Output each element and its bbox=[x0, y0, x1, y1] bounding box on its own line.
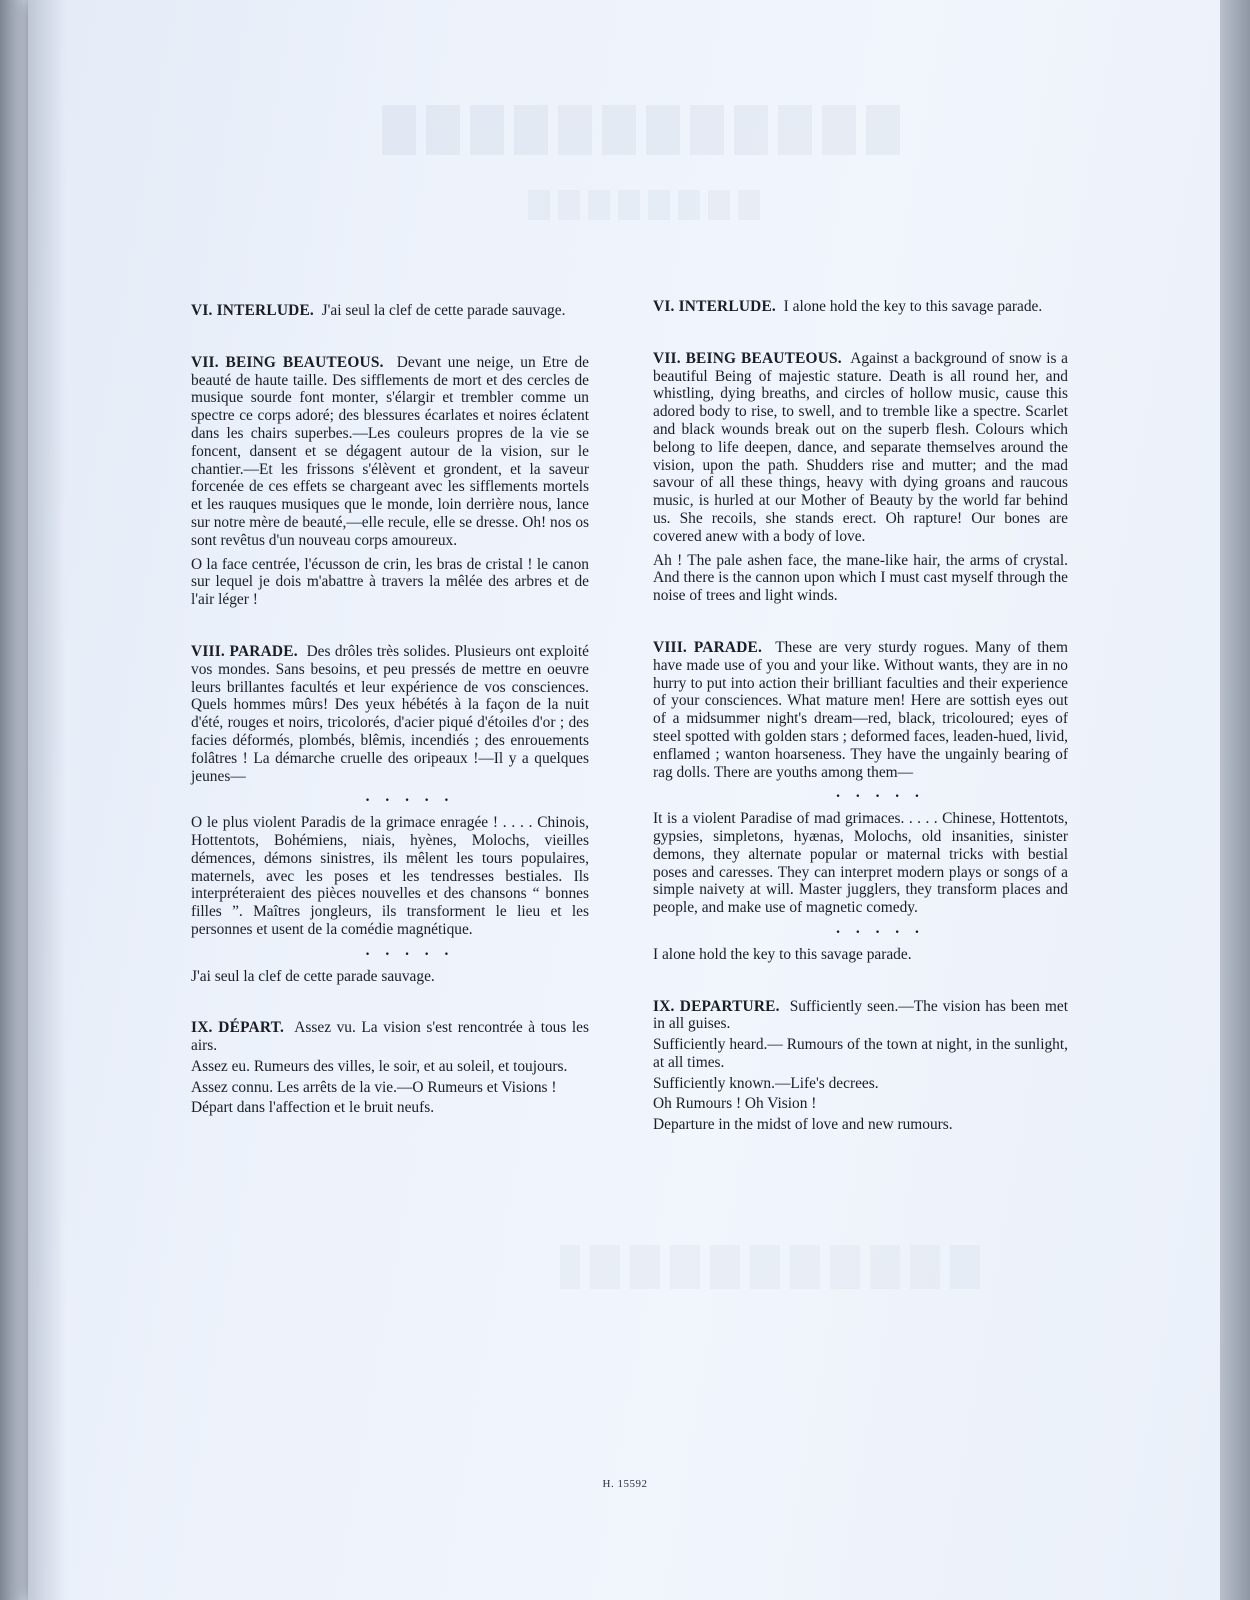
section-text: Assez vu. La vision s'est rencontrée à tous les airs. bbox=[191, 1019, 590, 1055]
ellipsis-separator: . . . . . bbox=[365, 941, 455, 959]
section-title: VI. INTERLUDE. bbox=[191, 302, 314, 319]
section-text-refrain: I alone hold the key to this savage parade. bbox=[653, 945, 912, 963]
section-depart-fr bbox=[191, 1019, 589, 1117]
bleed-through-heading-lower bbox=[560, 1245, 980, 1289]
section-text-continued: O la face centrée, l'écusson de crin, les bras de cristal ! le canon sur lequel je dois m'abattre à travers la mêlée des arbres et de l'air léger ! bbox=[191, 555, 589, 609]
section-title: VIII. PARADE. bbox=[653, 638, 763, 656]
bleed-through-subheading bbox=[520, 190, 760, 220]
bleed-through-heading bbox=[380, 105, 900, 155]
section-text: Devant une neige, un Etre de beauté de haute taille. Des sifflements de mort et des cercles de musique sourde font monter, s'élargir et trembler comme un spectre ce corps adoré; des blessures écarlates et noires éclatent dans les chairs superbes.—Les couleurs propres de la vie se foncent, dansent et se dégagent autour de la vision, sur le chantier.—Et les frissons s'élèvent et grondent, et la saveur forcenée de ces effets se chargeant avec les sifflements mortels et les rauques musiques que le monde, loin derrière nous, lance sur notre mère de beauté,—elle recule, elle se dresse. Oh! nos os sont revêtus d'un nouveau corps amoureux. bbox=[191, 353, 589, 549]
english-column bbox=[653, 298, 1068, 1137]
section-title: IX. DEPARTURE. bbox=[653, 997, 780, 1015]
section-text: J'ai seul la clef de cette parade sauvage. bbox=[321, 302, 566, 319]
section-being-beauteous-fr bbox=[191, 354, 589, 609]
section-text-continued: Ah ! The pale ashen face, the mane-like hair, the arms of crystal. And there is the cannon upon which I must cast myself through the noise of trees and light winds. bbox=[653, 551, 1068, 605]
section-line: Departure in the midst of love and new rumours. bbox=[653, 1116, 953, 1134]
section-interlude-fr bbox=[191, 302, 589, 320]
section-title: VI. INTERLUDE. bbox=[653, 298, 776, 315]
section-text-refrain: J'ai seul la clef de cette parade sauvage. bbox=[191, 967, 435, 985]
ellipsis-separator: . . . . . bbox=[836, 784, 925, 802]
section-title: IX. DÉPART. bbox=[191, 1019, 285, 1037]
section-line: Oh Rumours ! Oh Vision ! bbox=[653, 1095, 817, 1113]
section-line: Assez eu. Rumeurs des villes, le soir, et au soleil, et toujours. bbox=[191, 1057, 568, 1075]
section-being-beauteous-en bbox=[653, 350, 1068, 605]
section-line: Sufficiently known.—Life's decrees. bbox=[653, 1074, 879, 1092]
section-parade-fr bbox=[191, 643, 589, 985]
section-title: VIII. PARADE. bbox=[191, 642, 298, 660]
ellipsis-separator: . . . . . bbox=[365, 788, 455, 806]
section-text: These are very sturdy rogues. Many of them have made use of you and your like. Without wants, they are in no hurry to put into action their brilliant faculties and their experience of your consciences. What mature men! Here are sottish eyes out of a midsummer night's dream—red, black, tricoloured; eyes of steel spotted with golden stars ; deformed faces, leaden-hued, livid, enflamed ; wanton hoarseness. They have the ungainly bearing of rag dolls. There are youths among them— bbox=[653, 638, 1068, 781]
page-number: H. 15592 bbox=[602, 1478, 648, 1490]
section-text: Des drôles très solides. Plusieurs ont exploité vos mondes. Sans besoins, et peu pressés de mettre en oeuvre leurs brillantes facultés et leur expérience de vos consciences. Quels hommes mûrs! Des yeux hébétés à la façon de la nuit d'été, rouges et noirs, tricolorés, d'acier piqué d'étoiles d'or ; des facies déformés, plombés, blêmis, incendiés ; des enrouements folâtres ! La démarche cruelle des oripeaux !—Il y a quelques jeunes— bbox=[191, 642, 589, 785]
section-parade-en bbox=[653, 639, 1068, 964]
section-interlude-en bbox=[653, 298, 1068, 316]
section-text: Sufficiently seen.—The vision has been met in all guises. bbox=[653, 997, 1068, 1033]
french-column bbox=[191, 302, 589, 1120]
section-text-continued: It is a violent Paradise of mad grimaces. . . . . Chinese, Hottentots, gypsies, simpletons, hyænas, Molochs, old insanities, sinister demons, they alternate popular or maternal tricks with bestial poses and caresses. They can interpret modern plays or songs of a simple naivety at will. Master jugglers, they transform places and people, and make use of magnetic comedy. bbox=[653, 810, 1068, 917]
section-line: Départ dans l'affection et le bruit neufs. bbox=[191, 1099, 435, 1117]
section-text: Against a background of snow is a beautiful Being of majestic stature. Death is all round her, and whistling, dying breaths, and circles of hollow music, cause this adored body to rise, to swell, and to tremble like a spectre. Scarlet and black wounds break out on the superb flesh. Colours which belong to life deepen, dance, and separate themselves around the vision, upon the path. Shudders rise and mutter; and the mad savour of all these things, heavy with dying groans and raucous music, is hurled at our Mother of Beauty by the world far behind us. She recoils, she stands erect. Oh rapture! Our bones are covered anew with a body of love. bbox=[653, 349, 1068, 545]
ellipsis-separator: . . . . . bbox=[836, 919, 925, 937]
section-title: VII. BEING BEAUTEOUS. bbox=[653, 349, 842, 367]
section-text: I alone hold the key to this savage parade. bbox=[783, 298, 1043, 315]
page-edge-shadow bbox=[1220, 0, 1250, 1600]
section-text-continued: O le plus violent Paradis de la grimace enragée ! . . . . Chinois, Hottentots, Bohémiens, niais, hyènes, Molochs, vieilles démences, démons sinistres, ils mêlent les tours populaires, maternels, avec les poses et les tendresses bestiales. Ils interpréteraient des pièces nouvelles et des chansons “ bonnes filles ”. Maîtres jongleurs, ils transforment le lieu et les personnes et usent de la comédie magnétique. bbox=[191, 814, 589, 938]
section-line: Assez connu. Les arrêts de la vie.—O Rumeurs et Visions ! bbox=[191, 1078, 557, 1096]
section-title: VII. BEING BEAUTEOUS. bbox=[191, 353, 384, 371]
section-departure-en bbox=[653, 998, 1068, 1135]
section-line: Sufficiently heard.— Rumours of the town at night, in the sunlight, at all times. bbox=[653, 1036, 1068, 1071]
